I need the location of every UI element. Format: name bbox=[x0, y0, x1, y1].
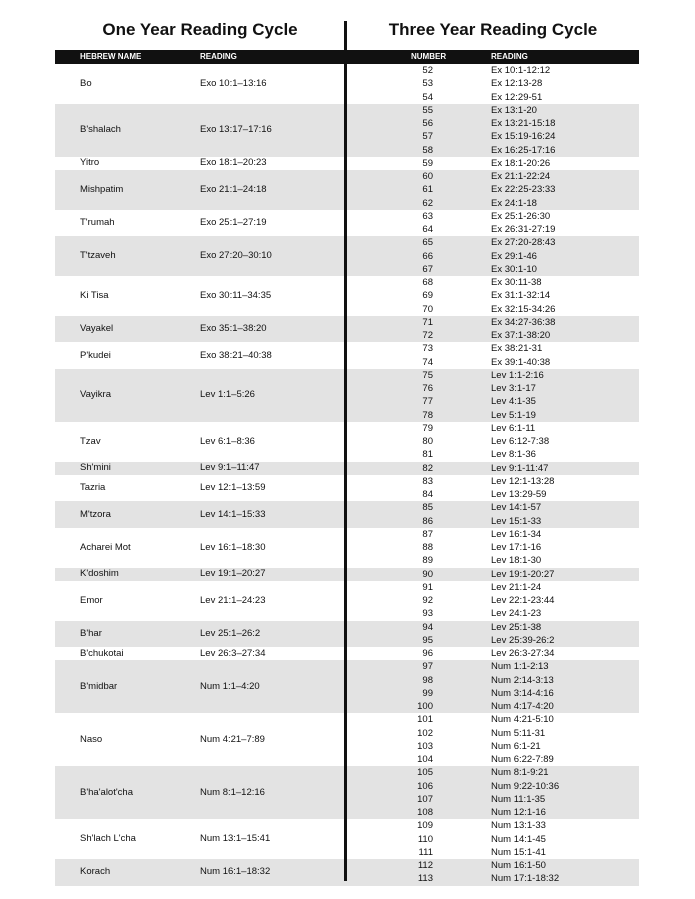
portion-reading: Num 4:21–7:89 bbox=[200, 733, 265, 745]
portion-name: Naso bbox=[80, 733, 103, 745]
cycle-reading: Ex 32:15-34:26 bbox=[491, 303, 556, 315]
table-header-bar bbox=[55, 50, 639, 64]
cycle-reading: Num 3:14-4:16 bbox=[491, 687, 554, 699]
cycle-reading: Num 13:1-33 bbox=[491, 820, 546, 832]
cycle-reading: Lev 5:1-19 bbox=[491, 409, 536, 421]
portion-band bbox=[55, 462, 639, 475]
cycle-number: 112 bbox=[417, 860, 433, 871]
cycle-number: 107 bbox=[417, 793, 433, 805]
portion-reading: Lev 19:1–20:27 bbox=[200, 568, 266, 580]
cycle-number: 100 bbox=[417, 701, 433, 712]
cycle-number: 86 bbox=[422, 515, 433, 527]
portion-reading: Exo 21:1–24:18 bbox=[200, 183, 267, 195]
cycle-reading: Lev 26:3-27:34 bbox=[491, 648, 555, 659]
cycle-number: 109 bbox=[417, 820, 433, 832]
portion-name: M'tzora bbox=[80, 508, 111, 520]
cycle-reading: Num 8:1-9:21 bbox=[491, 767, 549, 779]
portion-name: Yitro bbox=[80, 157, 100, 169]
cycle-number: 61 bbox=[422, 184, 433, 196]
cycle-reading: Lev 14:1-57 bbox=[491, 502, 542, 514]
cycle-reading: Ex 13:1-20 bbox=[491, 104, 537, 116]
cycle-reading: Ex 26:31-27:19 bbox=[491, 224, 556, 235]
portion-name: T'rumah bbox=[80, 217, 115, 228]
portion-name: Tazria bbox=[80, 482, 106, 493]
cycle-number: 59 bbox=[422, 157, 433, 169]
cycle-reading: Lev 16:1-34 bbox=[491, 528, 542, 540]
cycle-reading: Ex 29:1-46 bbox=[491, 250, 537, 262]
hebrew-name-header: HEBREW NAME bbox=[80, 52, 142, 61]
cycle-reading: Ex 22:25-23:33 bbox=[491, 184, 556, 196]
one-year-title: One Year Reading Cycle bbox=[102, 20, 298, 39]
cycle-number: 72 bbox=[422, 330, 433, 341]
cycle-number: 68 bbox=[422, 277, 433, 288]
cycle-number: 71 bbox=[422, 316, 433, 328]
cycle-number: 79 bbox=[422, 422, 433, 434]
portion-band bbox=[55, 422, 639, 462]
portion-reading: Lev 9:1–11:47 bbox=[200, 462, 260, 474]
cycle-reading: Ex 25:1-26:30 bbox=[491, 210, 551, 222]
cycle-reading: Lev 15:1-33 bbox=[491, 515, 542, 527]
cycle-reading: Ex 30:11-38 bbox=[491, 277, 542, 288]
portion-reading: Lev 26:3–27:34 bbox=[200, 647, 266, 659]
cycle-reading: Lev 18:1-30 bbox=[491, 555, 542, 567]
cycle-reading: Ex 31:1-32:14 bbox=[491, 290, 551, 302]
cycle-reading: Ex 27:20-28:43 bbox=[491, 237, 556, 249]
cycle-number: 81 bbox=[422, 449, 433, 461]
portion-band bbox=[55, 501, 639, 528]
three-year-title: Three Year Reading Cycle bbox=[388, 20, 598, 39]
cycle-reading: Num 12:1-16 bbox=[491, 807, 546, 818]
portion-reading: Exo 25:1–27:19 bbox=[200, 217, 267, 228]
cycle-number: 92 bbox=[422, 595, 433, 606]
cycle-reading: Num 11:1-35 bbox=[491, 793, 546, 805]
cycle-reading: Num 1:1-2:13 bbox=[491, 661, 549, 673]
cycle-reading: Ex 39:1-40:38 bbox=[491, 356, 551, 368]
portion-band bbox=[55, 64, 639, 104]
cycle-number: 62 bbox=[422, 197, 433, 209]
cycle-number: 85 bbox=[422, 502, 433, 514]
cycle-reading: Ex 15:19-16:24 bbox=[491, 131, 556, 143]
cycle-number: 97 bbox=[422, 661, 433, 673]
cycle-number: 52 bbox=[422, 65, 433, 76]
cycle-reading: Num 4:17-4:20 bbox=[491, 701, 554, 712]
cycle-reading: Ex 16:25-17:16 bbox=[491, 144, 556, 156]
portion-reading: Num 13:1–15:41 bbox=[200, 833, 271, 845]
cycle-reading: Lev 12:1-13:28 bbox=[491, 475, 555, 487]
portion-name: Vayakel bbox=[80, 323, 114, 334]
cycle-number: 56 bbox=[422, 118, 433, 129]
cycle-number: 88 bbox=[422, 542, 433, 553]
cycle-reading: Num 6:1-21 bbox=[491, 740, 541, 752]
cycle-number: 57 bbox=[422, 131, 433, 143]
portion-name: Tzav bbox=[80, 435, 101, 447]
cycle-number: 63 bbox=[422, 210, 433, 222]
cycle-number: 84 bbox=[422, 489, 433, 500]
cycle-reading: Num 15:1-41 bbox=[491, 846, 546, 858]
cycle-number: 111 bbox=[418, 846, 433, 858]
cycle-number: 103 bbox=[417, 740, 433, 752]
cycle-reading: Num 14:1-45 bbox=[491, 833, 546, 845]
portion-name: Mishpatim bbox=[80, 183, 124, 195]
cycle-number: 54 bbox=[422, 91, 433, 103]
number-header: NUMBER bbox=[411, 52, 447, 61]
cycle-reading: Ex 21:1-22:24 bbox=[491, 171, 551, 182]
portion-name: P'kudei bbox=[80, 349, 111, 361]
portion-name: B'ha'alot'cha bbox=[80, 786, 133, 798]
cycle-number: 95 bbox=[422, 634, 433, 646]
portion-reading: Exo 10:1–13:16 bbox=[200, 77, 267, 89]
cycle-reading: Ex 18:1-20:26 bbox=[491, 157, 551, 169]
cycle-number: 77 bbox=[422, 396, 433, 408]
cycle-reading: Ex 34:27-36:38 bbox=[491, 316, 556, 328]
cycle-number: 91 bbox=[422, 581, 433, 593]
cycle-reading: Lev 25:1-38 bbox=[491, 621, 542, 633]
cycle-reading: Lev 13:29-59 bbox=[491, 489, 547, 500]
portion-reading: Lev 6:1–8:36 bbox=[200, 435, 255, 447]
portion-reading: Lev 16:1–18:30 bbox=[200, 541, 266, 553]
cycle-reading: Ex 24:1-18 bbox=[491, 197, 537, 209]
cycle-number: 87 bbox=[422, 528, 433, 540]
cycle-number: 101 bbox=[417, 714, 433, 726]
cycle-reading: Lev 24:1-23 bbox=[491, 608, 542, 620]
portion-reading: Num 8:1–12:16 bbox=[200, 786, 265, 798]
portion-name: T'tzaveh bbox=[80, 250, 116, 262]
cycle-reading: Lev 6:12-7:38 bbox=[491, 436, 550, 447]
cycle-reading: Num 6:22-7:89 bbox=[491, 754, 554, 765]
portion-reading: Exo 27:20–30:10 bbox=[200, 250, 272, 262]
cycle-number: 76 bbox=[422, 383, 433, 394]
cycle-reading: Num 2:14-3:13 bbox=[491, 674, 554, 686]
portion-reading: Num 1:1–4:20 bbox=[200, 680, 260, 692]
portion-name: Acharei Mot bbox=[80, 541, 131, 553]
portion-reading: Exo 38:21–40:38 bbox=[200, 349, 272, 361]
portion-band bbox=[55, 157, 639, 170]
cycle-reading: Ex 10:1-12:12 bbox=[491, 65, 551, 76]
reading-header: READING bbox=[200, 52, 237, 61]
cycle-reading: Lev 25:39-26:2 bbox=[491, 634, 555, 646]
portion-reading: Exo 30:11–34:35 bbox=[200, 289, 272, 301]
cycle-reading: Lev 4:1-35 bbox=[491, 396, 536, 408]
three-year-reading-header: READING bbox=[491, 52, 528, 61]
cycle-reading: Lev 8:1-36 bbox=[491, 449, 536, 461]
cycle-reading: Ex 30:1-10 bbox=[491, 263, 537, 275]
portion-name: Emor bbox=[80, 594, 103, 606]
cycle-number: 65 bbox=[422, 237, 433, 249]
portion-name: Ki Tisa bbox=[80, 289, 109, 301]
cycle-reading: Num 17:1-18:32 bbox=[491, 873, 560, 885]
cycle-number: 66 bbox=[422, 250, 433, 262]
cycle-number: 105 bbox=[417, 767, 433, 779]
cycle-number: 69 bbox=[422, 290, 433, 302]
cycle-reading: Num 4:21-5:10 bbox=[491, 714, 554, 726]
portion-name: Vayikra bbox=[80, 389, 111, 401]
portion-reading: Exo 18:1–20:23 bbox=[200, 157, 267, 169]
portion-band bbox=[55, 369, 639, 422]
cycle-number: 80 bbox=[422, 436, 433, 447]
cycle-number: 64 bbox=[422, 224, 433, 235]
cycle-reading: Lev 1:1-2:16 bbox=[491, 369, 544, 381]
portion-reading: Lev 12:1–13:59 bbox=[200, 482, 266, 493]
cycle-number: 98 bbox=[422, 674, 433, 686]
cycle-number: 83 bbox=[422, 475, 433, 487]
portion-reading: Exo 13:17–17:16 bbox=[200, 124, 272, 136]
cycle-number: 82 bbox=[422, 462, 433, 474]
portion-name: Sh'lach L'cha bbox=[80, 833, 136, 845]
cycle-number: 96 bbox=[422, 648, 433, 659]
cycle-number: 108 bbox=[417, 807, 433, 818]
cycle-number: 104 bbox=[417, 754, 433, 765]
portion-band bbox=[55, 766, 639, 819]
cycle-reading: Num 5:11-31 bbox=[491, 727, 546, 739]
portion-reading: Lev 1:1–5:26 bbox=[200, 389, 255, 401]
cycle-number: 74 bbox=[422, 356, 433, 368]
cycle-number: 53 bbox=[422, 78, 433, 90]
cycle-reading: Lev 9:1-11:47 bbox=[491, 462, 549, 474]
portion-reading: Lev 14:1–15:33 bbox=[200, 508, 266, 520]
portion-name: B'chukotai bbox=[80, 647, 124, 659]
portion-name: Sh'mini bbox=[80, 462, 111, 474]
portion-reading: Num 16:1–18:32 bbox=[200, 866, 271, 878]
cycle-number: 89 bbox=[422, 555, 433, 567]
cycle-number: 55 bbox=[422, 104, 433, 116]
cycle-reading: Num 9:22-10:36 bbox=[491, 780, 560, 792]
portion-name: B'shalach bbox=[80, 124, 121, 136]
cycle-number: 58 bbox=[422, 144, 433, 156]
cycle-reading: Ex 13:21-15:18 bbox=[491, 118, 556, 129]
portion-name: K'doshim bbox=[80, 568, 119, 580]
cycle-number: 106 bbox=[417, 780, 433, 792]
cycle-number: 99 bbox=[422, 687, 433, 699]
cycle-reading: Lev 17:1-16 bbox=[491, 542, 542, 553]
portion-reading: Exo 35:1–38:20 bbox=[200, 323, 267, 334]
cycle-number: 70 bbox=[422, 303, 433, 315]
cycle-reading: Lev 6:1-11 bbox=[491, 422, 536, 434]
cycle-number: 94 bbox=[422, 621, 433, 633]
cycle-reading: Num 16:1-50 bbox=[491, 860, 546, 871]
cycle-number: 60 bbox=[422, 171, 433, 182]
cycle-reading: Ex 12:29-51 bbox=[491, 91, 543, 103]
cycle-number: 73 bbox=[422, 343, 433, 355]
column-divider bbox=[344, 21, 347, 881]
portion-band bbox=[55, 342, 639, 369]
cycle-number: 102 bbox=[417, 727, 433, 739]
cycle-number: 90 bbox=[422, 568, 433, 580]
cycle-reading: Ex 37:1-38:20 bbox=[491, 330, 551, 341]
cycle-number: 75 bbox=[422, 369, 433, 381]
portion-reading: Lev 21:1–24:23 bbox=[200, 594, 266, 606]
cycle-reading: Lev 21:1-24 bbox=[491, 581, 542, 593]
portion-name: B'har bbox=[80, 627, 102, 639]
cycle-reading: Lev 19:1-20:27 bbox=[491, 568, 555, 580]
cycle-number: 93 bbox=[422, 608, 433, 620]
portion-band bbox=[55, 528, 639, 568]
portion-name: Korach bbox=[80, 866, 111, 878]
cycle-reading: Lev 3:1-17 bbox=[491, 383, 536, 394]
portion-reading: Lev 25:1–26:2 bbox=[200, 627, 261, 639]
cycle-reading: Ex 38:21-31 bbox=[491, 343, 543, 355]
portion-name: Bo bbox=[80, 77, 92, 89]
portion-name: B'midbar bbox=[80, 680, 118, 692]
cycle-number: 110 bbox=[417, 833, 433, 845]
cycle-reading: Ex 12:13-28 bbox=[491, 78, 543, 90]
cycle-number: 78 bbox=[422, 409, 433, 421]
cycle-reading: Lev 22:1-23:44 bbox=[491, 595, 555, 606]
portion-band bbox=[55, 819, 639, 859]
cycle-number: 113 bbox=[417, 873, 433, 885]
cycle-number: 67 bbox=[422, 263, 433, 275]
